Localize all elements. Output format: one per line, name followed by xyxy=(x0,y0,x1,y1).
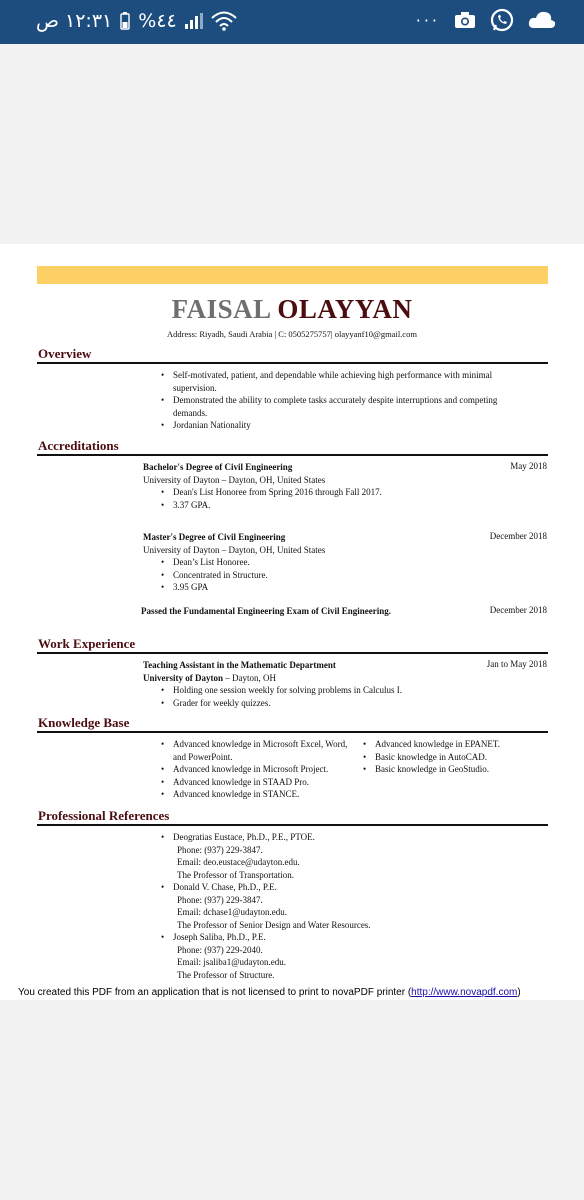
status-right xyxy=(416,8,556,32)
pdf-page xyxy=(0,244,584,1000)
school-name: University of Dayton – Dayton, OH, United States xyxy=(143,544,326,555)
list-item: • Advanced knowledge in Microsoft Project. xyxy=(160,763,350,776)
camera-icon xyxy=(454,11,476,29)
pdf-license-footer xyxy=(18,987,521,998)
reference-email: Email: dchase1@udayton.edu. xyxy=(177,907,288,917)
work-list xyxy=(160,684,463,709)
section-divider xyxy=(37,824,548,826)
list-item: • Grader for weekly quizzes. xyxy=(160,697,463,710)
status-bar xyxy=(0,0,584,44)
knowledge-list-left xyxy=(160,738,350,801)
section-title-knowledge: Knowledge Base xyxy=(38,715,130,730)
bachelor-entry xyxy=(143,461,443,511)
reference-email: Email: deo.eustace@udayton.edu. xyxy=(177,857,300,867)
reference-phone: Phone: (937) 229-2040. xyxy=(177,944,263,955)
list-item: • Dean’s List Honoree. xyxy=(160,556,443,569)
section-divider xyxy=(37,652,548,654)
reference-role: The Professor of Structure. xyxy=(177,969,275,980)
list-item: • 3.95 GPA xyxy=(160,581,443,594)
knowledge-list-right xyxy=(362,738,542,776)
clock: ١٢:٣١ ص xyxy=(36,10,113,32)
reference-phone: Phone: (937) 229-3847. xyxy=(177,894,263,905)
employer-line xyxy=(143,672,463,685)
list-item: • 3.37 GPA. xyxy=(160,499,443,512)
school-name: University of Dayton – Dayton, OH, United States xyxy=(143,474,326,485)
list-item: • Basic knowledge in AutoCAD. xyxy=(362,751,542,764)
section-title-references: Professional References xyxy=(38,808,170,823)
list-item: • Basic knowledge in GeoStudio. xyxy=(362,763,542,776)
list-item: • Holding one session weekly for solving problems in Calculus I. xyxy=(160,684,463,697)
footer-text: You created this PDF from an application that is not licensed to print to novaPDF printer ( xyxy=(18,987,412,998)
last-name: OLAYYAN xyxy=(277,294,413,324)
section-title-accreditations: Accreditations xyxy=(38,438,119,453)
references-list xyxy=(160,831,540,981)
section-title-work: Work Experience xyxy=(38,636,136,651)
section-title-overview: Overview xyxy=(38,346,92,361)
list-item: • Advanced knowledge in Microsoft Excel, Word, and PowerPoint. xyxy=(160,738,350,763)
header-banner xyxy=(37,266,548,284)
list-item: • Dean's List Honoree from Spring 2016 through Fall 2017. xyxy=(160,486,443,499)
list-item: • Jordanian Nationality xyxy=(160,419,520,432)
footer-text-end: ) xyxy=(517,987,521,998)
reference-role: The Professor of Transportation. xyxy=(177,869,294,880)
applicant-name xyxy=(0,294,584,325)
list-item: • Advanced knowledge in STAAD Pro. xyxy=(160,776,350,789)
battery-level: %٤٤ xyxy=(138,10,177,32)
fe-exam: Passed the Fundamental Engineering Exam of Civil Engineering. xyxy=(141,606,392,616)
first-name: FAISAL xyxy=(171,294,271,324)
battery-icon xyxy=(120,12,130,30)
reference-name: • Donald V. Chase, Ph.D., P.E. xyxy=(173,882,277,892)
bachelor-date: May 2018 xyxy=(510,461,547,471)
reference-name: • Deogratias Eustace, Ph.D., P.E., PTOE. xyxy=(173,832,315,842)
contact-line: Address: Riyadh, Saudi Arabia | C: 0505275757| olayyanf10@gmail.com xyxy=(167,329,417,339)
signal-icon xyxy=(185,13,203,29)
section-divider xyxy=(37,454,548,456)
list-item: • Advanced knowledge in EPANET. xyxy=(362,738,542,751)
exam-date: December 2018 xyxy=(489,605,547,615)
degree-title: Master's Degree of Civil Engineering xyxy=(143,532,286,542)
employer-location: – Dayton, OH xyxy=(223,672,276,683)
wifi-icon xyxy=(211,10,237,32)
reference-name: • Joseph Saliba, Ph.D., P.E. xyxy=(173,932,266,942)
overflow-dots: ··· xyxy=(415,10,440,30)
master-list xyxy=(160,556,443,594)
cloud-icon xyxy=(528,10,556,30)
list-item: • Self-motivated, patient, and dependable while achieving high performance with minimal supervision. xyxy=(160,369,520,394)
master-entry xyxy=(143,531,443,594)
work-date: Jan to May 2018 xyxy=(486,659,547,669)
list-item: • Advanced knowledge in STANCE. xyxy=(160,788,350,801)
reference-item xyxy=(160,831,540,881)
status-left xyxy=(36,10,237,32)
reference-item xyxy=(160,931,540,981)
reference-email: Email: jsaliba1@udayton.edu. xyxy=(177,957,287,967)
overview-list xyxy=(160,369,520,432)
reference-role: The Professor of Senior Design and Water Resources. xyxy=(177,919,371,930)
reference-phone: Phone: (937) 229-3847. xyxy=(177,844,263,855)
work-entry xyxy=(143,659,463,709)
employer: University of Dayton xyxy=(143,672,223,683)
novapdf-link[interactable]: http://www.novapdf.com xyxy=(411,987,518,998)
job-title: Teaching Assistant in the Mathematic Department xyxy=(143,660,336,670)
reference-item xyxy=(160,881,540,931)
list-item: • Concentrated in Structure. xyxy=(160,569,443,582)
section-divider xyxy=(37,731,548,733)
bachelor-list xyxy=(160,486,443,511)
whatsapp-icon xyxy=(490,8,514,32)
list-item: • Demonstrated the ability to complete tasks accurately despite interruptions and competing demands. xyxy=(160,394,520,419)
degree-title: Bachelor's Degree of Civil Engineering xyxy=(143,462,293,472)
master-date: December 2018 xyxy=(489,531,547,541)
section-divider xyxy=(37,362,548,364)
